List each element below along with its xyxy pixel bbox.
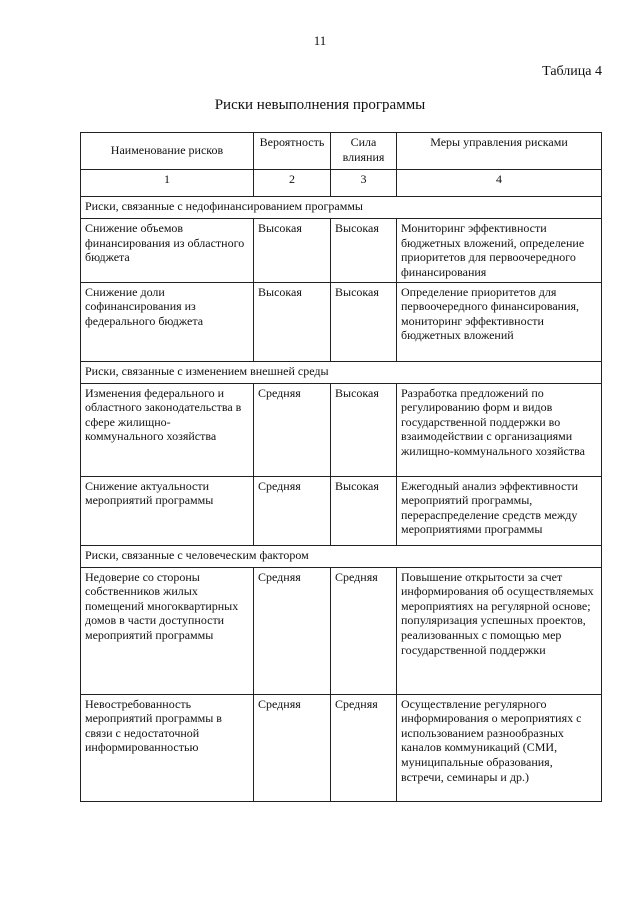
- header-row: [81, 133, 602, 170]
- risk-impact: Высокая: [331, 282, 397, 361]
- risk-impact: Средняя: [331, 694, 397, 801]
- table-row: [81, 476, 602, 545]
- section-title: Риски, связанные с человеческим фактором: [81, 545, 602, 567]
- table-row: [81, 383, 602, 476]
- risk-measures: Мониторинг эффективности бюджетных вложений, определение приоритетов для первоочередного финансирования: [397, 219, 602, 283]
- page-number: 11: [313, 33, 327, 48]
- column-number: 2: [254, 170, 331, 197]
- header-measures: Меры управления рисками: [397, 133, 602, 170]
- column-number-row: [81, 170, 602, 197]
- risk-measures: Осуществление регулярного информирования о мероприятиях с использованием разнообразных каналов коммуникаций (СМИ, муниципальные образования, встречи, семинары и др.): [397, 694, 602, 801]
- risk-measures: Повышение открытости за счет информирования об осуществляемых мероприятиях на регулярной основе; популяризация успешных проектов, реализованных с помощью мер государственной поддержки: [397, 567, 602, 694]
- section-row: [81, 545, 602, 567]
- risk-probability: Высокая: [254, 282, 331, 361]
- section-title: Риски, связанные с изменением внешней среды: [81, 361, 602, 383]
- header-probability: Вероятность: [254, 133, 331, 170]
- header-impact: Сила влияния: [331, 133, 397, 170]
- risk-name: Снижение доли софинансирования из федерального бюджета: [81, 282, 254, 361]
- risk-measures: Разработка предложений по регулированию форм и видов государственной поддержки во взаимодействии с организациями жилищно-коммунального хозяйства: [397, 383, 602, 476]
- risk-impact: Высокая: [331, 476, 397, 545]
- header-risk-name: Наименование рисков: [81, 133, 254, 170]
- table-label: Таблица 4: [542, 64, 602, 79]
- table-row: [81, 694, 602, 801]
- section-row: [81, 197, 602, 219]
- table-row: [81, 219, 602, 283]
- column-number: 3: [331, 170, 397, 197]
- risk-impact: Средняя: [331, 567, 397, 694]
- risk-name: Невостребованность мероприятий программы в связи с недостаточной информированностью: [81, 694, 254, 801]
- risk-measures: Ежегодный анализ эффективности мероприятий программы, перераспределение средств между мероприятиями программы: [397, 476, 602, 545]
- risk-probability: Высокая: [254, 219, 331, 283]
- risk-probability: Средняя: [254, 567, 331, 694]
- section-row: [81, 361, 602, 383]
- risk-name: Изменения федерального и областного законодательства в сфере жилищно-коммунального хозяйства: [81, 383, 254, 476]
- table-row: [81, 567, 602, 694]
- risk-name: Снижение актуальности мероприятий программы: [81, 476, 254, 545]
- risk-name: Снижение объемов финансирования из областного бюджета: [81, 219, 254, 283]
- risks-table: [80, 132, 602, 802]
- risk-measures: Определение приоритетов для первоочередного финансирования, мониторинг эффективности бюджетных вложений: [397, 282, 602, 361]
- risk-probability: Средняя: [254, 476, 331, 545]
- risk-impact: Высокая: [331, 219, 397, 283]
- section-title: Риски, связанные с недофинансированием программы: [81, 197, 602, 219]
- risk-probability: Средняя: [254, 383, 331, 476]
- risk-probability: Средняя: [254, 694, 331, 801]
- column-number: 1: [81, 170, 254, 197]
- column-number: 4: [397, 170, 602, 197]
- table-row: [81, 282, 602, 361]
- risk-name: Недоверие со стороны собственников жилых помещений многоквартирных домов в части доступности мероприятий программы: [81, 567, 254, 694]
- document-title: Риски невыполнения программы: [214, 97, 426, 113]
- risk-impact: Высокая: [331, 383, 397, 476]
